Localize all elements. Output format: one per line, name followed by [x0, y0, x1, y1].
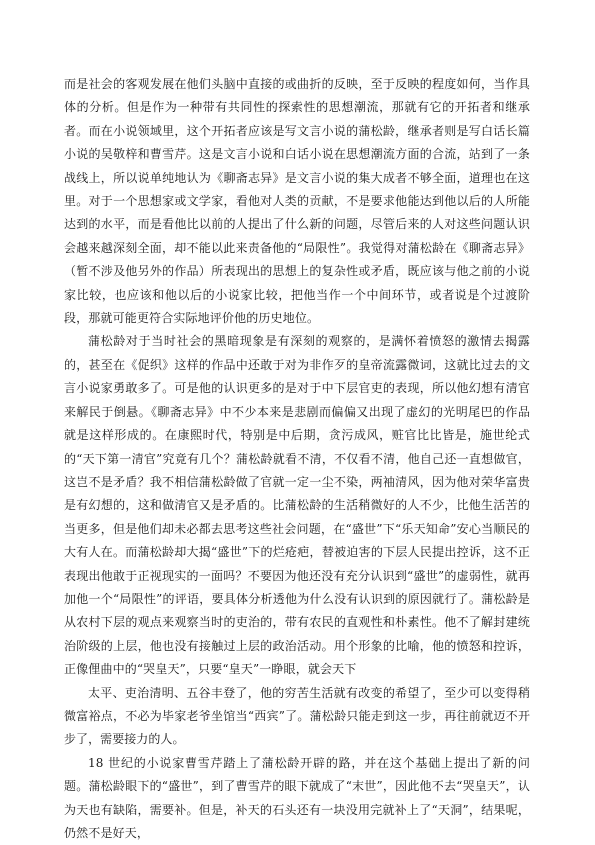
- document-page: [64, 73, 530, 840]
- paragraph-intro-continuation: 而是社会的客观发展在他们头脑中直接的或曲折的反映，至于反映的程度如何，当作具体的分析。但是作为一种带有共同性的探索性的思想潮流，那就有它的开拓者和继承者。而在小说领域里，这个开拓者应该是写文言小说的蒲松龄，继承者则是写白话长篇小说的吴敬梓和曹雪芹。这是文言小说和白话小说在思想潮流方面的合流，站到了一条战线上，所以说单纯地认为《聊斋志异》是文言小说的集大成者不够全面，道理也在这里。对于一个思想家或文学家，看他对人类的贡献，不是要求他能达到他以后的人所能达到的水平，而是看他比以前的人提出了什么新的问题，尽管后来的人对这些问题认识会越来越深刻全面，却不能以此来责备他的“局限性”。我觉得对蒲松龄在《聊斋志异》（暂不涉及他另外的作品）所表现出的思想上的复杂性或矛盾，既应该与他之前的小说家比较，也应该和他以后的小说家比较，把他当作一个中间环节，或者说是个过渡阶段，那就可能更符合实际地评价他的历史地位。: [64, 77, 530, 326]
- paragraph-taiping-continuation: 太平、吏治清明、五谷丰登了，他的穷苦生活就有改变的希望了，至少可以变得稍微富裕点，不必为毕家老爷坐馆当“西宾”了。蒲松龄只能走到这一步，再往前就迈不开步了，需要接力的人。: [64, 685, 530, 747]
- paragraph-cao-xueqin: 18 世纪的小说家曹雪芹踏上了蒲松龄开辟的路，并在这个基础上提出了新的问题。蒲松龄眼下的“盛世”，到了曹雪芹的眼下就成了“末世”，因此他不去“哭皇天”，认为天也有缺陷，需要补。但是，补天的石头还有一块没用完就补上了“天洞”，结果呢，仍然不是好天，: [64, 755, 530, 840]
- paragraph-pu-songling-observation: 蒲松龄对于当时社会的黑暗现象是有深刻的观察的，是满怀着愤怒的激情去揭露的，甚至在《促织》这样的作品中还敢于对为非作歹的皇帝流露微词，这就比过去的文言小说家勇敢多了。可是他的认识更多的是对于中下层官吏的表现，所以他幻想有清官来解民于倒悬。《聊斋志异》中不少本来是悲剧而偏偏又出现了虚幻的光明尾巴的作品就是这样形成的。在康熙时代，特别是中后期，贪污成风，赃官比比皆是，施世纶式的“天下第一清官”究竟有几个？蒲松龄就看不清，不仅看不清，他自己还一直想做官，这岂不是矛盾？我不相信蒲松龄做了官就一定一尘不染，两袖清风，因为他对荣华富贵是有幻想的，这和做清官又是矛盾的。比蒲松龄的生活稍微好的人不少，比他生活苦的当更多，但是他们却未必都去思考这些社会问题，在“盛世”下“乐天知命”安心当顺民的大有人在。而蒲松龄却大揭“盛世”下的烂疮疤，替被迫害的下层人民提出控诉，这不正表现出他敢于正视现实的一面吗？不要因为他还没有充分认识到“盛世”的虚弱性，就再加他一个“局限性”的评语，要具体分析透他为什么没有认识到的原因就行了。蒲松龄是从农村下层的观点来观察当时的吏治的，带有农民的直观性和朴素性。他不了解封建统治阶级的上层，他也没有接触过上层的政治活动。用个形象的比喻，他的愤怒和控诉，正像俚曲中的“哭皇天”，只要“皇天”一睁眼，就会天下: [64, 334, 530, 677]
